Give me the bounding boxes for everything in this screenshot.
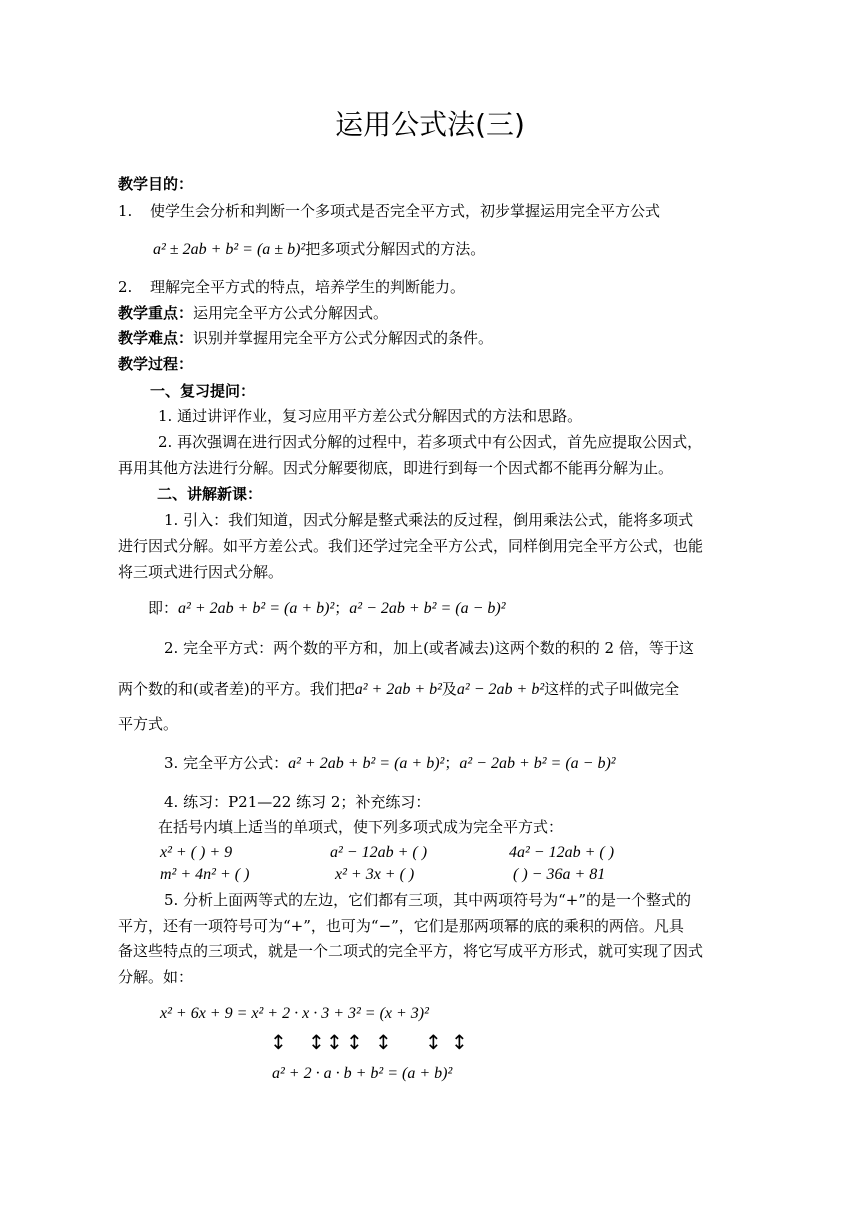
formula-1: a² + 2ab + b² = (a + b)²: [288, 755, 445, 772]
definition-line-2-c: 这样的式子叫做完全: [544, 680, 680, 698]
example-general-form: a² + 2 · a · b + b² = (a + b)²: [272, 1065, 453, 1082]
objective-2-text: 理解完全平方式的特点，培养学生的判断能力。: [150, 278, 466, 296]
analysis-line-1: 5. 分析上面两等式的左边，它们都有三项，其中两项符号为“+”的是一个整式的: [164, 891, 691, 909]
updown-arrow-icon: ↕: [451, 1030, 468, 1054]
process-heading: 教学过程：: [118, 355, 194, 373]
key-point-label: 教学重点：: [118, 304, 194, 322]
ie-formula-2: a² − 2ab + b² = (a − b)²: [349, 600, 506, 617]
intro-line-2: 进行因式分解。如平方差公式。我们还学过完全平方公式，同样倒用完全平方公式，也能: [118, 537, 704, 555]
difficulty-text: 识别并掌握用完全平方公式分解因式的条件。: [193, 329, 494, 347]
updown-arrow-icon: ↕: [308, 1030, 325, 1054]
updown-arrow-icon: ↕: [346, 1030, 363, 1054]
definition-line-2-a: 两个数的和(或者差)的平方。我们把: [118, 680, 355, 698]
objectives-heading: 教学目的：: [118, 175, 194, 193]
formula-line: [164, 753, 616, 774]
analysis-line-3: 备这些特点的三项式，就是一个二项式的完全平方，将它写成平方形式，就可实现了因式: [118, 942, 704, 960]
definition-formula-2: a² − 2ab + b²: [456, 681, 545, 698]
exercise-6: ( ) − 36a + 81: [513, 866, 606, 883]
objective-1-formula-line: [153, 239, 485, 260]
example-expansion: x² + 6x + 9 = x² + 2 · x · 3 + 3² = (x + 3)²: [160, 1005, 429, 1022]
objective-1-suffix: 把多项式分解因式的方法。: [305, 240, 486, 258]
definition-line-1: 2. 完全平方式：两个数的平方和，加上(或者减去)这两个数的积的 2 倍，等于这: [164, 639, 694, 657]
review-item-1: 1. 通过讲评作业，复习应用平方差公式分解因式的方法和思路。: [158, 407, 583, 425]
exercise-1: x² + ( ) + 9: [160, 844, 233, 861]
perfect-square-formula: a² ± 2ab + b² = (a ± b)²: [153, 241, 306, 258]
practice-line: 4. 练习：P21—22 练习 2；补充练习：: [164, 793, 431, 811]
ie-formula-line: [148, 598, 506, 619]
review-item-2-line-2: 再用其他方法进行分解。因式分解要彻底，即进行到每一个因式都不能再分解为止。: [118, 459, 674, 477]
key-point-text: 运用完全平方公式分解因式。: [193, 304, 389, 322]
review-heading: 一、复习提问：: [150, 382, 256, 400]
definition-line-2-b: 及: [441, 680, 457, 698]
difficulty: [118, 328, 493, 348]
exercise-2: a² − 12ab + ( ): [330, 844, 428, 861]
definition-line-2: [118, 679, 679, 700]
new-lesson-heading: 二、讲解新课：: [157, 485, 263, 503]
exercise-4: m² + 4n² + ( ): [160, 866, 250, 883]
review-item-2-line-1: 2. 再次强调在进行因式分解的过程中，若多项式中有公因式，首先应提取公因式，: [158, 433, 703, 451]
definition-formula-1: a² + 2ab + b²: [354, 681, 442, 698]
ie-formula-1: a² + 2ab + b² = (a + b)²: [178, 600, 335, 617]
formula-2: a² − 2ab + b² = (a − b)²: [459, 755, 616, 772]
formula-separator: ；: [444, 754, 460, 772]
key-point: [118, 303, 388, 323]
updown-arrow-icon: ↕: [425, 1030, 442, 1054]
exercise-5: x² + 3x + ( ): [335, 866, 415, 883]
objective-1-text: 使学生会分析和判断一个多项式是否完全平方式，初步掌握运用完全平方公式: [150, 202, 661, 220]
updown-arrow-icon: ↕: [326, 1030, 343, 1054]
analysis-line-2: 平方，还有一项符号可为“+”，也可为“−”，它们是那两项幂的底的乘积的两倍。凡具: [118, 917, 684, 935]
updown-arrow-icon: ↕: [375, 1030, 392, 1054]
updown-arrow-icon: ↕: [270, 1030, 287, 1054]
definition-line-3: 平方式。: [118, 715, 179, 733]
ie-separator: ；: [334, 599, 350, 617]
correspondence-arrows: [0, 1032, 860, 1054]
formula-label: 3. 完全平方公式：: [164, 754, 289, 772]
intro-line-1: 1. 引入：我们知道，因式分解是整式乘法的反过程，倒用乘法公式，能将多项式: [164, 511, 694, 529]
difficulty-label: 教学难点：: [118, 329, 194, 347]
exercise-3: 4a² − 12ab + ( ): [509, 844, 615, 861]
objective-2-number: 2.: [118, 278, 133, 296]
page-title: 运用公式法(三): [335, 108, 525, 141]
intro-line-3: 将三项式进行因式分解。: [118, 563, 284, 581]
ie-label: 即：: [148, 599, 179, 617]
analysis-line-4: 分解。如：: [118, 968, 194, 986]
practice-instruction: 在括号内填上适当的单项式，使下列多项式成为完全平方式：: [158, 818, 564, 836]
objective-1-number: 1.: [118, 202, 133, 220]
